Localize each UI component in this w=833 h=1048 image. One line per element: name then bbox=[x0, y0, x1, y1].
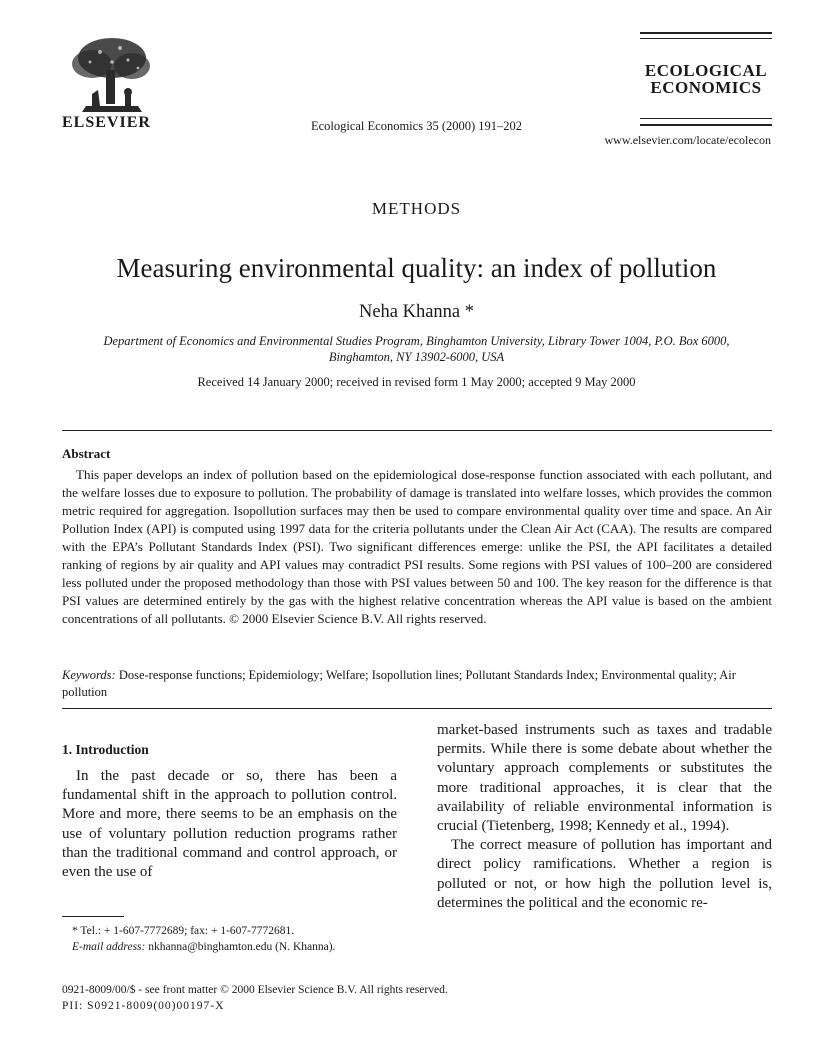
keywords bbox=[62, 667, 772, 701]
footnotes bbox=[62, 923, 402, 955]
author-name: Neha Khanna * bbox=[358, 302, 475, 322]
section-heading-introduction: 1. Introduction bbox=[62, 742, 149, 757]
journal-url[interactable]: www.elsevier.com/locate/ecolecon bbox=[604, 133, 771, 147]
article-title: Measuring environmental quality: an index of pollution bbox=[116, 253, 717, 283]
author-affiliation: Department of Economics and Environmental Studies Program, Binghamton University, Library Tower 1004, P.O. Box 6000, Binghamton, NY 13902-6000, USA bbox=[103, 334, 730, 364]
journal-name-line1: ECOLOGICAL bbox=[644, 61, 768, 80]
abstract-rule-bottom bbox=[62, 708, 772, 709]
received-dates: Received 14 January 2000; received in revised form 1 May 2000; accepted 9 May 2000 bbox=[197, 375, 636, 389]
elsevier-tree-logo bbox=[62, 34, 158, 114]
footnote-rule bbox=[62, 916, 124, 917]
page-footer bbox=[62, 982, 448, 1014]
journal-name bbox=[640, 62, 772, 96]
publisher-name: ELSEVIER bbox=[62, 114, 151, 131]
journal-rule-bottom-1 bbox=[640, 118, 772, 119]
email-address[interactable]: nkhanna@binghamton.edu (N. Khanna). bbox=[145, 941, 336, 953]
keywords-label: Keywords: bbox=[62, 668, 116, 682]
abstract-rule-top bbox=[62, 430, 772, 431]
abstract-heading: Abstract bbox=[62, 446, 111, 461]
section-label: METHODS bbox=[371, 199, 462, 218]
footnote-contact: * Tel.: + 1-607-7772689; fax: + 1-607-7772681. bbox=[72, 925, 295, 937]
body-column-right bbox=[437, 721, 772, 913]
body-paragraph: market-based instruments such as taxes and tradable permits. While there is some debate about whether the voluntary approach complements or substitutes the more traditional approaches, it is clear that the availability of reliable environmental information is crucial (Tietenberg, 1998; Kennedy et al., 1994). bbox=[437, 722, 772, 835]
body-paragraph: In the past decade or so, there has been a fundamental shift in the approach to pollution control. More and more, there seems to be an emphasis on the use of voluntary pollution reduction programs rather than the traditional command and control approach, or even the use of bbox=[62, 768, 397, 881]
footnote-email bbox=[62, 939, 402, 955]
issn-line: 0921-8009/00/$ - see front matter © 2000 Elsevier Science B.V. All rights reserved. bbox=[62, 984, 448, 996]
email-label: E-mail address: bbox=[72, 941, 146, 953]
keywords-list: Dose-response functions; Epidemiology; Welfare; Isopollution lines; Pollutant Standards Index; Environmental quality; Air pollution bbox=[62, 668, 736, 699]
journal-rule-top-1 bbox=[640, 32, 772, 34]
abstract-text: This paper develops an index of pollution based on the epidemiological dose-response function associated with each pollutant, and the welfare losses due to exposure to pollution. The probability of damage is translated into welfare losses, which provides the common metric required for aggregation. Isopollution surfaces may then be used to compare environmental quality over time and space. An Air Pollution Index (API) is computed using 1997 data for the criteria pollutants under the Clean Air Act (CAA). The results are compared with the EPA’s Pollutant Standards Index (PSI). Two significant differences emerge: unlike the PSI, the API facilitates a detailed ranking of regions by air quality and API values may contradict PSI results. Some regions with PSI values of 100–200 are considered less polluted under the proposed methodology than those with PSI values between 50 and 100. The key reason for the difference is that PSI values are determined entirely by the gas with the highest relative concentration whereas the API value is based on the ambient concentrations of all pollutants. © 2000 Elsevier Science B.V. All rights reserved. bbox=[62, 467, 772, 626]
journal-citation: Ecological Economics 35 (2000) 191–202 bbox=[310, 119, 523, 133]
journal-rule-top-2 bbox=[640, 38, 772, 39]
journal-name-line2: ECONOMICS bbox=[650, 78, 762, 97]
pii-line: PII: S0921-8009(00)00197-X bbox=[62, 1000, 225, 1012]
body-paragraph: The correct measure of pollution has important and direct policy ramifications. Whether a region is polluted or not, or how high the pollution level is, determines the political and the economic re- bbox=[437, 837, 772, 911]
body-column-left bbox=[62, 742, 397, 882]
journal-rule-bottom-2 bbox=[640, 124, 772, 126]
